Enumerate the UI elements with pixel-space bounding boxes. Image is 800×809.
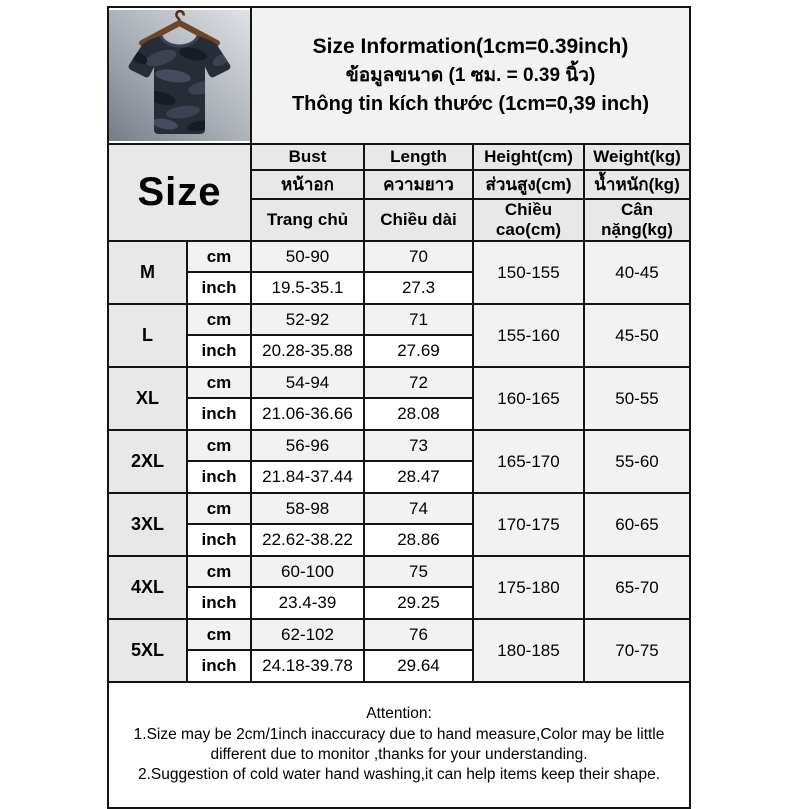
unit-label-cm: cm: [187, 619, 251, 650]
height-range: 155-160: [473, 304, 584, 367]
attention-box: [108, 682, 690, 808]
unit-label-cm: cm: [187, 493, 251, 524]
bust-cm-value: 60-100: [251, 556, 364, 587]
unit-label-inch: inch: [187, 398, 251, 430]
header-bust-vi: Trang chủ: [251, 199, 364, 241]
length-cm-value: 76: [364, 619, 473, 650]
length-inch-value: 28.86: [364, 524, 473, 556]
length-cm-value: 74: [364, 493, 473, 524]
weight-range: 70-75: [584, 619, 690, 682]
top-row: [108, 7, 690, 144]
table-row: [108, 493, 690, 524]
length-inch-value: 29.64: [364, 650, 473, 682]
height-range: 150-155: [473, 241, 584, 304]
unit-label-inch: inch: [187, 524, 251, 556]
unit-label-cm: cm: [187, 556, 251, 587]
size-label: 4XL: [108, 556, 187, 619]
weight-range: 50-55: [584, 367, 690, 430]
header-length-th: ความยาว: [364, 170, 473, 199]
length-cm-value: 72: [364, 367, 473, 398]
unit-label-inch: inch: [187, 461, 251, 493]
weight-range: 45-50: [584, 304, 690, 367]
bust-cm-value: 56-96: [251, 430, 364, 461]
table-row: [108, 430, 690, 461]
bust-inch-value: 22.62-38.22: [251, 524, 364, 556]
unit-label-inch: inch: [187, 272, 251, 304]
attention-line-2: 2.Suggestion of cold water hand washing,it can help items keep their shape.: [137, 766, 661, 784]
unit-label-cm: cm: [187, 304, 251, 335]
header-height-th: ส่วนสูง(cm): [473, 170, 584, 199]
bust-cm-value: 62-102: [251, 619, 364, 650]
bust-cm-value: 50-90: [251, 241, 364, 272]
size-label: 2XL: [108, 430, 187, 493]
unit-label-cm: cm: [187, 367, 251, 398]
title-line-en: Size Information(1cm=0.39inch): [312, 35, 629, 58]
bust-cm-value: 54-94: [251, 367, 364, 398]
header-row-en: [108, 144, 690, 170]
tshirt-photo-illustration: [109, 10, 250, 141]
size-label: 5XL: [108, 619, 187, 682]
length-cm-value: 70: [364, 241, 473, 272]
length-inch-value: 29.25: [364, 587, 473, 619]
header-length-en: Length: [364, 144, 473, 170]
header-height-vi: Chiều cao(cm): [473, 199, 584, 241]
bust-inch-value: 24.18-39.78: [251, 650, 364, 682]
unit-label-inch: inch: [187, 587, 251, 619]
bust-cm-value: 58-98: [251, 493, 364, 524]
size-label: L: [108, 304, 187, 367]
bust-inch-value: 19.5-35.1: [251, 272, 364, 304]
length-cm-value: 75: [364, 556, 473, 587]
product-photo: [108, 7, 251, 144]
bust-inch-value: 21.84-37.44: [251, 461, 364, 493]
bust-inch-value: 23.4-39: [251, 587, 364, 619]
header-bust-th: หน้าอก: [251, 170, 364, 199]
table-row: [108, 304, 690, 335]
title-block: [251, 7, 690, 144]
length-cm-value: 73: [364, 430, 473, 461]
header-bust-en: Bust: [251, 144, 364, 170]
height-range: 175-180: [473, 556, 584, 619]
table-row: [108, 241, 690, 272]
size-sheet: [107, 6, 691, 809]
length-inch-value: 28.08: [364, 398, 473, 430]
table-row: [108, 619, 690, 650]
attention-row: [108, 682, 690, 808]
table-row: [108, 556, 690, 587]
weight-range: 65-70: [584, 556, 690, 619]
header-weight-en: Weight(kg): [584, 144, 690, 170]
unit-label-cm: cm: [187, 430, 251, 461]
height-range: 165-170: [473, 430, 584, 493]
title-line-th: ข้อมูลขนาด (1 ซม. = 0.39 นิ้ว): [345, 65, 596, 86]
size-header: Size: [108, 144, 251, 241]
length-inch-value: 27.3: [364, 272, 473, 304]
unit-label-inch: inch: [187, 335, 251, 367]
weight-range: 60-65: [584, 493, 690, 556]
attention-line-1: 1.Size may be 2cm/1inch inaccuracy due to hand measure,Color may be little different due to monitor ,thanks for your understanding.: [133, 725, 665, 763]
length-inch-value: 28.47: [364, 461, 473, 493]
table-row: [108, 367, 690, 398]
size-label: M: [108, 241, 187, 304]
header-weight-th: น้ำหนัก(kg): [584, 170, 690, 199]
size-label: 3XL: [108, 493, 187, 556]
unit-label-cm: cm: [187, 241, 251, 272]
header-length-vi: Chiều dài: [364, 199, 473, 241]
height-range: 170-175: [473, 493, 584, 556]
weight-range: 40-45: [584, 241, 690, 304]
attention-title: Attention:: [366, 705, 432, 723]
title-line-vi: Thông tin kích thước (1cm=0,39 inch): [291, 93, 650, 115]
bust-inch-value: 21.06-36.66: [251, 398, 364, 430]
header-height-en: Height(cm): [473, 144, 584, 170]
height-range: 160-165: [473, 367, 584, 430]
length-inch-value: 27.69: [364, 335, 473, 367]
length-cm-value: 71: [364, 304, 473, 335]
height-range: 180-185: [473, 619, 584, 682]
weight-range: 55-60: [584, 430, 690, 493]
header-weight-vi: Cân nặng(kg): [584, 199, 690, 241]
unit-label-inch: inch: [187, 650, 251, 682]
bust-cm-value: 52-92: [251, 304, 364, 335]
bust-inch-value: 20.28-35.88: [251, 335, 364, 367]
size-table: [107, 6, 691, 809]
size-label: XL: [108, 367, 187, 430]
